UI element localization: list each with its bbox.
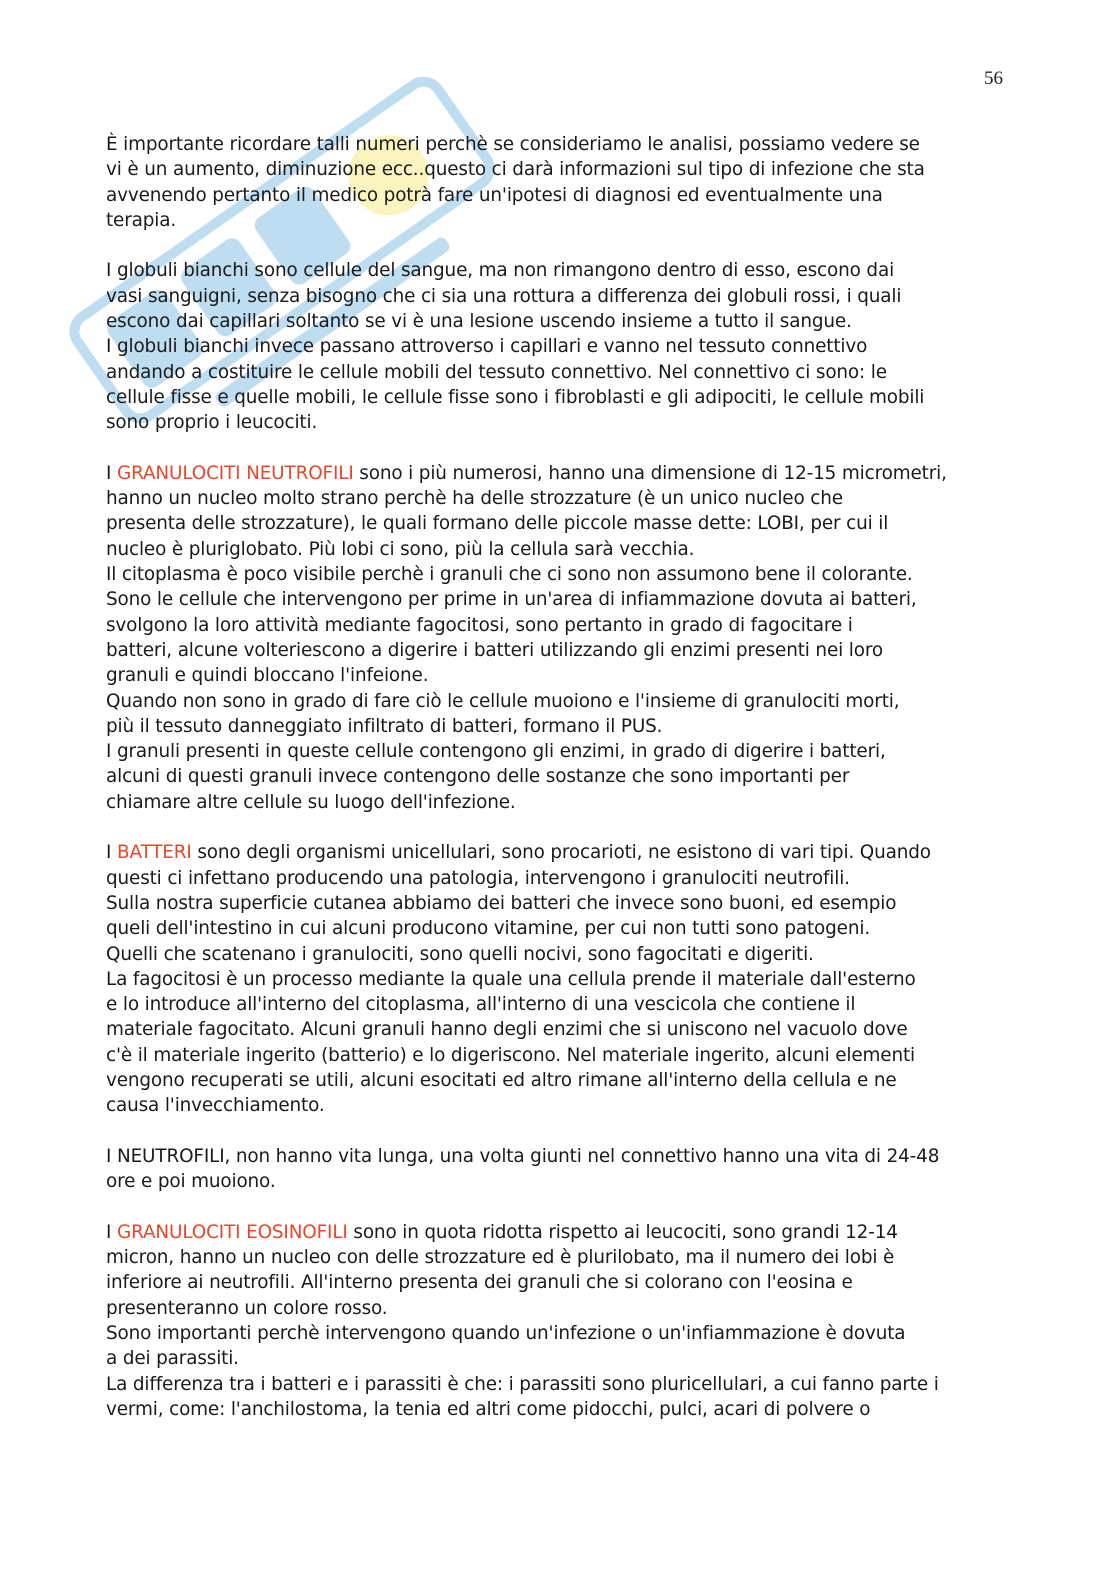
text-line (106, 1220, 1006, 1245)
text-line: hanno un nucleo molto strano perchè ha delle strozzature (è un unico nucleo che (106, 488, 843, 510)
text-line: presenteranno un colore rosso. (106, 1297, 388, 1319)
highlight-term: GRANULOCITI NEUTROFILI (116, 462, 354, 484)
text-line: avvenendo pertanto il medico potrà fare un'ipotesi di diagnosi ed eventualmente una (106, 184, 883, 206)
line-rest: sono in quota ridotta rispetto ai leucociti, sono grandi 12-14 (347, 1221, 898, 1243)
paragraph-eosinofili (106, 1220, 1006, 1422)
paragraph-batteri (106, 840, 1006, 1118)
text-line: e lo introduce all'interno del citoplasma, all'interno di una vescicola che contiene il (106, 994, 856, 1016)
text-line: batteri, alcune volteriescono a digerire i batteri utilizzando gli enzimi presenti nei loro (106, 639, 883, 661)
text-line: c'è il materiale ingerito (batterio) e lo digeriscono. Nel materiale ingerito, alcuni elementi (106, 1044, 915, 1066)
paragraph-neutrofili-vita (106, 1144, 1006, 1195)
paragraph-globuli-bianchi (106, 258, 1006, 435)
highlight-term: GRANULOCITI EOSINOFILI (116, 1221, 348, 1243)
text-line: svolgono la loro attività mediante fagocitosi, sono pertanto in grado di fagocitare i (106, 614, 853, 636)
text-line: Quelli che scatenano i granulociti, sono quelli nocivi, sono fagocitati e digeriti. (106, 943, 814, 965)
text-line: I granuli presenti in queste cellule contengono gli enzimi, in grado di digerire i batteri, (106, 741, 886, 763)
text-line: vasi sanguigni, senza bisogno che ci sia una rottura a differenza dei globuli rossi, i quali (106, 285, 902, 307)
text-line: È importante ricordare talli numeri perchè se consideriamo le analisi, possiamo vedere se (106, 134, 920, 155)
text-line: nucleo è pluriglobato. Più lobi ci sono, più la cellula sarà vecchia. (106, 538, 695, 560)
text-line: vermi, come: l'anchilostoma, la tenia ed altri come pidocchi, pulci, acari di polvere o (106, 1398, 871, 1420)
text-line: vengono recuperati se utili, alcuni esocitati ed altro rimane all'interno della cellula e ne (106, 1069, 897, 1091)
text-line: I globuli bianchi invece passano attroverso i capillari e vanno nel tessuto connettivo (106, 336, 868, 358)
text-line: a dei parassiti. (106, 1348, 239, 1370)
page-number: 56 (984, 68, 1003, 89)
text-line: micron, hanno un nucleo con delle strozzature ed è plurilobato, ma il numero dei lobi è (106, 1247, 895, 1269)
text-line: escono dai capillari soltanto se vi è una lesione uscendo insieme a tutto il sangue. (106, 311, 852, 333)
text-line: granuli e quindi bloccano l'infeione. (106, 665, 429, 687)
text-line: La fagocitosi è un processo mediante la quale una cellula prende il materiale dall'esterno (106, 968, 916, 990)
text-line: cellule fisse e quelle mobili, le cellule fisse sono i fibroblasti e gli adipociti, le cellule mobili (106, 386, 925, 408)
text-line: sono proprio i leucociti. (106, 412, 318, 434)
text-line: alcuni di questi granuli invece contengono delle sostanze che sono importanti per (106, 766, 850, 788)
text-line: causa l'invecchiamento. (106, 1095, 325, 1117)
text-line: I globuli bianchi sono cellule del sangue, ma non rimangono dentro di esso, escono dai (106, 260, 895, 282)
text-line: I NEUTROFILI, non hanno vita lunga, una volta giunti nel connettivo hanno una vita di 24-48 (106, 1145, 940, 1167)
text-line: presenta delle strozzature), le quali formano delle piccole masse dette: LOBI, per cui il (106, 513, 889, 535)
line-rest: sono degli organismi unicellulari, sono procarioti, ne esistono di vari tipi. Quando (191, 842, 931, 864)
line-rest: sono i più numerosi, hanno una dimensione di 12-15 micrometri, (353, 462, 947, 484)
highlight-term: BATTERI (116, 842, 192, 864)
line-prefix: I (106, 462, 117, 484)
text-line: materiale fagocitato. Alcuni granuli hanno degli enzimi che si uniscono nel vacuolo dove (106, 1019, 908, 1041)
text-line: questi ci infettano producendo una patologia, intervengono i granulociti neutrofili. (106, 867, 850, 889)
text-line: terapia. (106, 209, 177, 231)
text-line: inferiore ai neutrofili. All'interno presenta dei granuli che si colorano con l'eosina e (106, 1272, 853, 1294)
text-line: andando a costituire le cellule mobili del tessuto connettivo. Nel connettivo ci sono: le (106, 361, 887, 383)
text-line: queli dell'intestino in cui alcuni producono vitamine, per cui non tutti sono patogeni. (106, 918, 871, 940)
text-line: ore e poi muoiono. (106, 1171, 276, 1193)
text-line: La differenza tra i batteri e i parassiti è che: i parassiti sono pluricellulari, a cui fanno parte i (106, 1373, 939, 1395)
text-line: chiamare altre cellule su luogo dell'infezione. (106, 791, 516, 813)
text-line (106, 461, 1006, 486)
text-line: vi è un aumento, diminuzione ecc..questo ci darà informazioni sul tipo di infezione che sta (106, 159, 925, 181)
paragraph-neutrofili (106, 461, 1006, 815)
line-prefix: I (106, 1221, 117, 1243)
text-line: più il tessuto danneggiato infiltrato di batteri, formano il PUS. (106, 715, 663, 737)
text-line: Il citoplasma è poco visibile perchè i granuli che ci sono non assumono bene il colorante. (106, 564, 913, 586)
document-body (106, 132, 1006, 1447)
text-line: Sono le cellule che intervengono per prime in un'area di infiammazione dovuta ai batteri, (106, 589, 917, 611)
text-line: Quando non sono in grado di fare ciò le cellule muoiono e l'insieme di granulociti morti, (106, 690, 900, 712)
text-line (106, 840, 1006, 865)
paragraph-intro (106, 132, 1006, 233)
text-line: Sono importanti perchè intervengono quando un'infezione o un'infiammazione è dovuta (106, 1322, 906, 1344)
text-line: Sulla nostra superficie cutanea abbiamo dei batteri che invece sono buoni, ed esempio (106, 892, 897, 914)
line-prefix: I (106, 842, 117, 864)
